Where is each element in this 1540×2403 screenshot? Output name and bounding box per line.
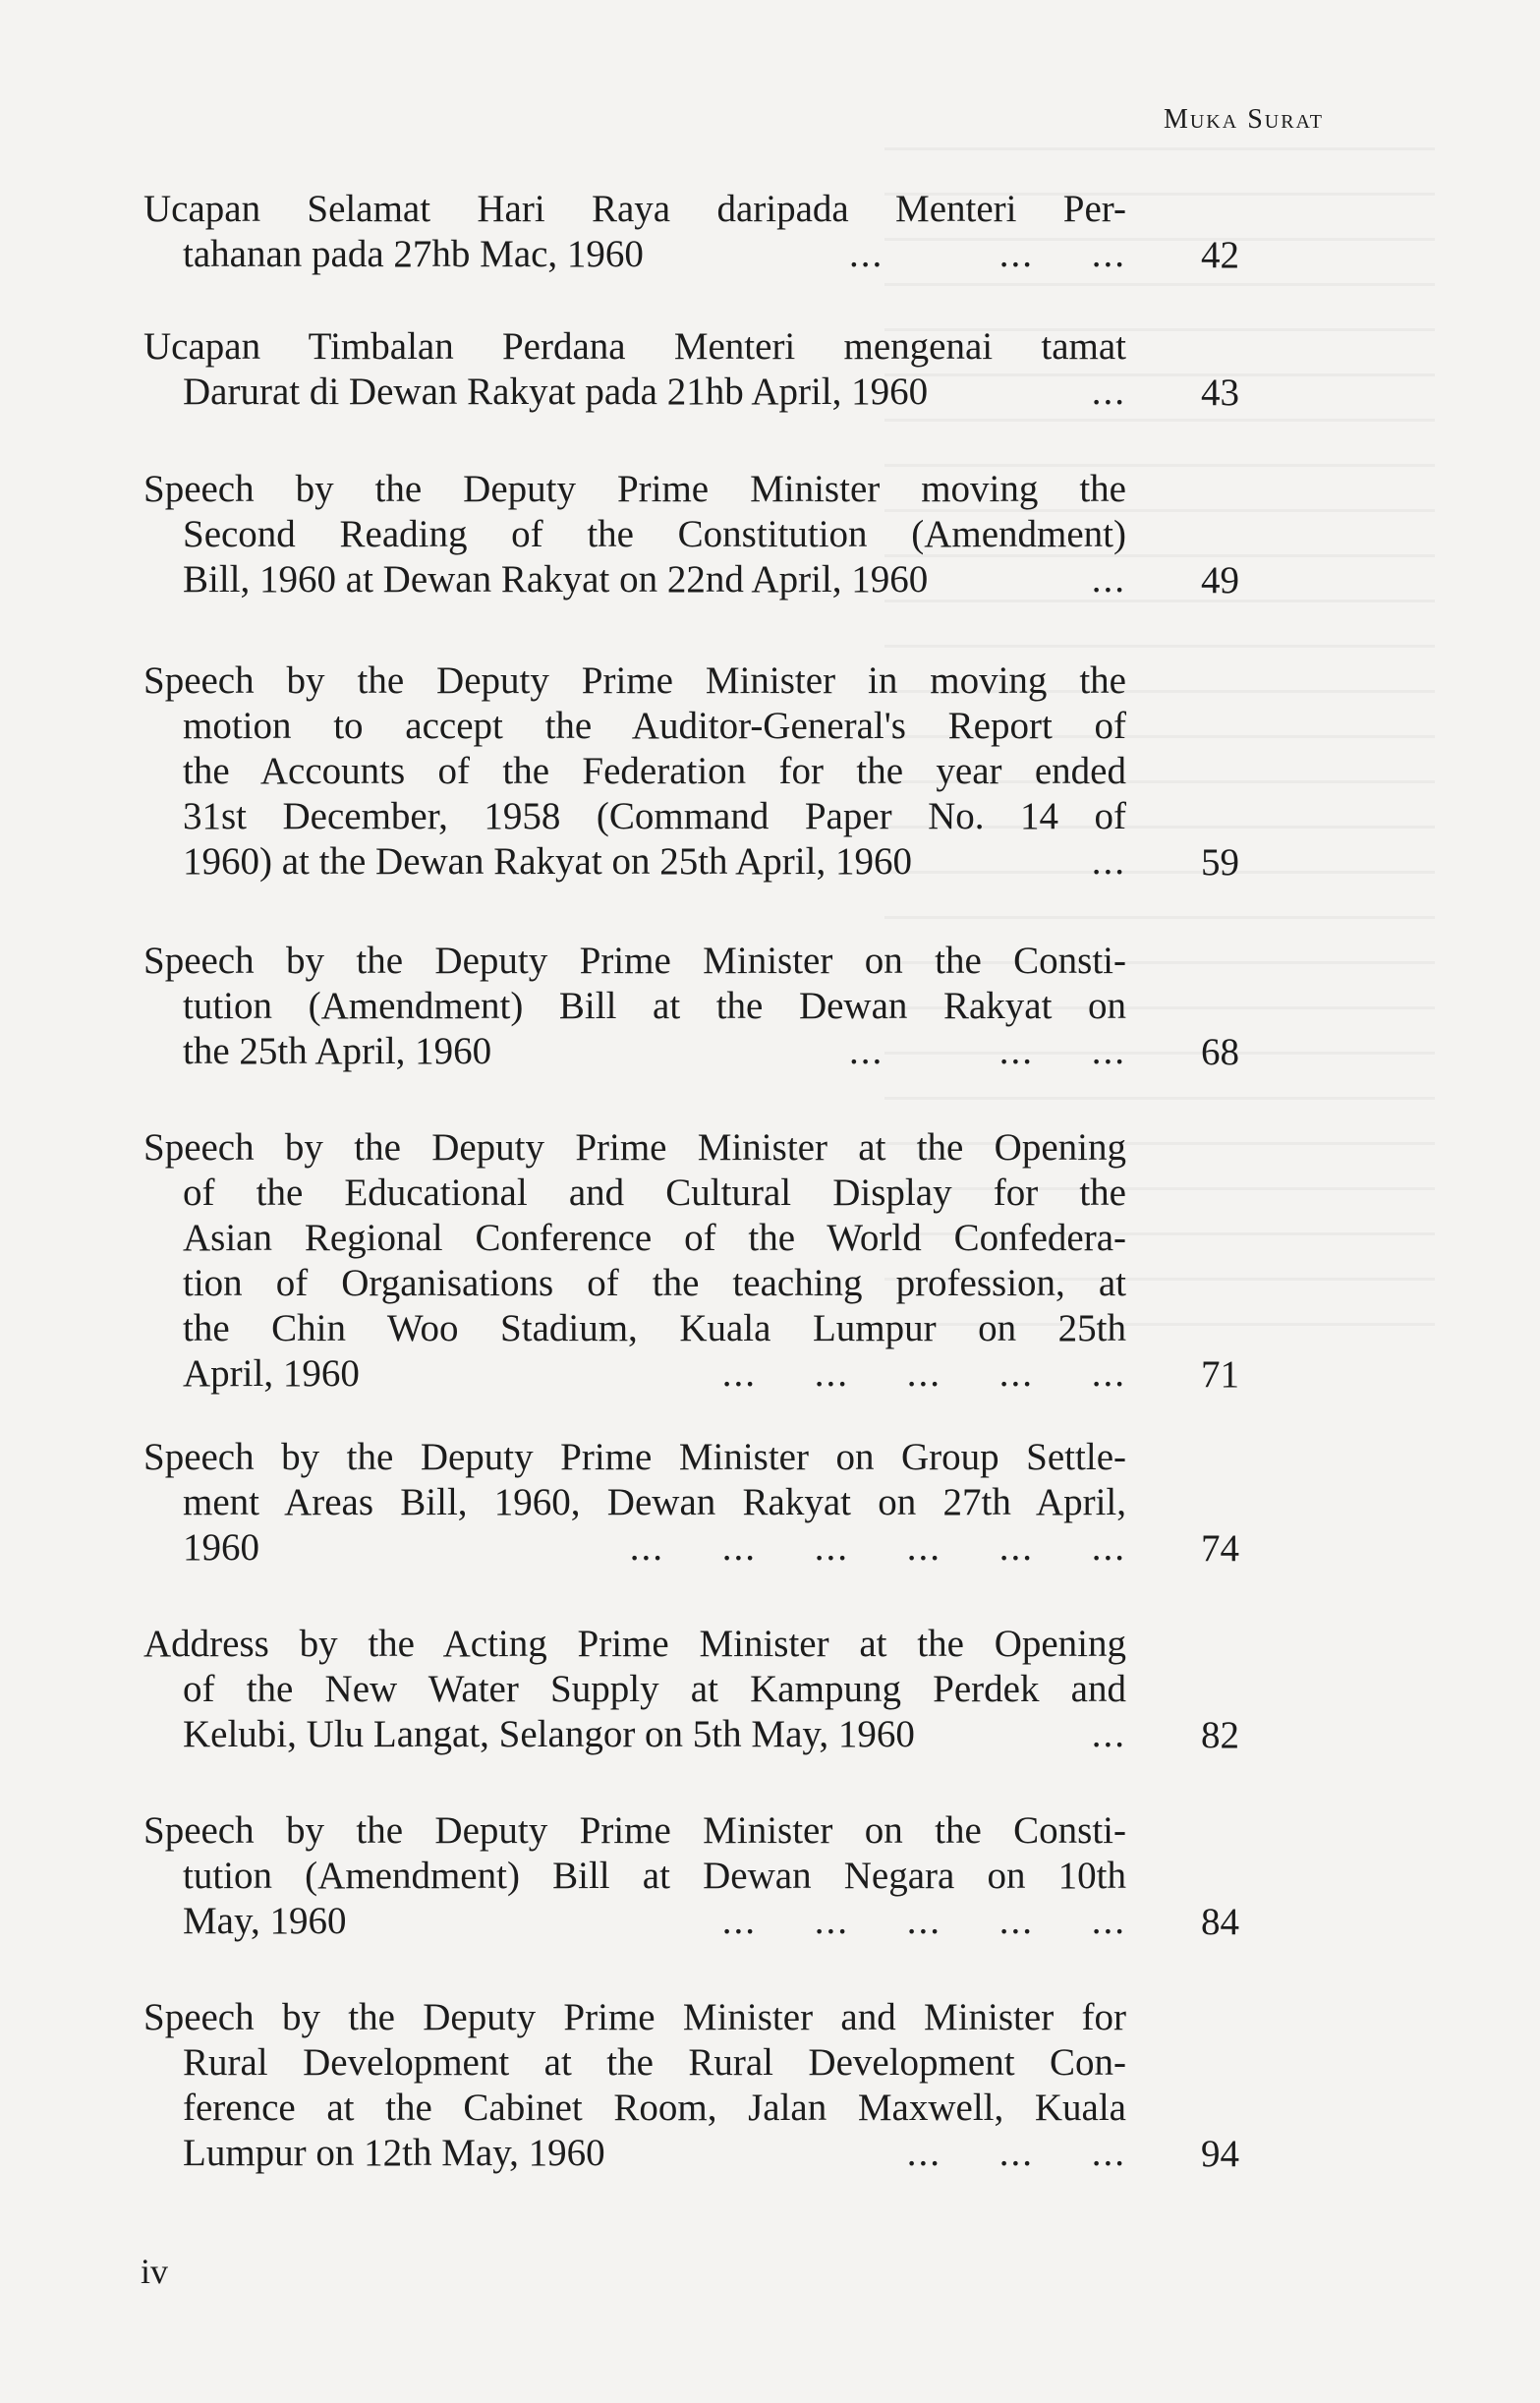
toc-entry-line: Asian Regional Conference of the World Confedera- — [183, 1217, 1126, 1259]
page-number-footer: iv — [141, 2252, 169, 2291]
toc-page-number: 43 — [1201, 372, 1239, 414]
toc-entry-line: tution (Amendment) Bill at Dewan Negara on 10th — [183, 1855, 1126, 1897]
toc-entry-line: Kelubi, Ulu Langat, Selangor on 5th May, 1960 — [183, 1713, 915, 1755]
toc-entry-line: Speech by the Deputy Prime Minister at the Opening — [143, 1126, 1126, 1169]
toc-entry — [143, 1435, 1239, 1571]
toc-entry-title — [143, 467, 1239, 602]
leader-dots: ... ... ... — [849, 233, 1126, 275]
toc-entry-title — [143, 658, 1239, 885]
toc-page-number: 74 — [1201, 1527, 1239, 1570]
leader-dots: ... ... ... ... ... — [721, 1900, 1126, 1942]
leader-dots: ... ... ... — [849, 1030, 1126, 1072]
leader-dots: ... — [1091, 371, 1126, 413]
toc-entry-title — [143, 939, 1239, 1074]
toc-page-number: 49 — [1201, 559, 1239, 601]
toc-entry-line: Speech by the Deputy Prime Minister on Group Settle- — [143, 1436, 1126, 1478]
toc-page-number: 59 — [1201, 841, 1239, 884]
toc-entry — [143, 939, 1239, 1074]
toc-entry-title — [143, 187, 1239, 277]
toc-page-number: 42 — [1201, 234, 1239, 276]
toc-entry-line: April, 1960 — [183, 1352, 360, 1395]
leader-dots: ... — [1091, 558, 1126, 601]
toc-entry-line: of the Educational and Cultural Display for the — [183, 1172, 1126, 1214]
toc-entry-line: of the New Water Supply at Kampung Perdek and — [183, 1668, 1126, 1710]
toc-entry-line: Ucapan Selamat Hari Raya daripada Menteri Per- — [143, 188, 1126, 230]
toc-entry-line: tution (Amendment) Bill at the Dewan Rakyat on — [183, 985, 1126, 1027]
toc-entry-line: 1960) at the Dewan Rakyat on 25th April, 1960 — [183, 840, 912, 883]
toc-page-number: 71 — [1201, 1353, 1239, 1396]
toc-entry-title — [143, 1622, 1239, 1757]
leader-dots: ... ... ... ... ... ... — [629, 1526, 1126, 1569]
leader-dots: ... ... ... — [906, 2132, 1126, 2174]
toc-entry-line: May, 1960 — [183, 1900, 347, 1942]
toc-entry-line: the Chin Woo Stadium, Kuala Lumpur on 25th — [183, 1307, 1126, 1349]
leader-dots: ... ... ... ... ... — [721, 1352, 1126, 1395]
toc-entry-line: Address by the Acting Prime Minister at the Opening — [143, 1623, 1126, 1665]
toc-entry-title — [143, 1125, 1239, 1397]
toc-page-number: 68 — [1201, 1031, 1239, 1073]
toc-entry-line: Speech by the Deputy Prime Minister on the Consti- — [143, 940, 1126, 982]
toc-entry-line: the Accounts of the Federation for the year ended — [183, 750, 1126, 792]
toc-entry-line: Second Reading of the Constitution (Amendment) — [183, 513, 1126, 555]
leader-dots: ... — [1091, 840, 1126, 883]
toc-page-number: 82 — [1201, 1714, 1239, 1756]
toc-entry — [143, 1125, 1239, 1397]
toc-entry-line: Bill, 1960 at Dewan Rakyat on 22nd April, 1960 — [183, 558, 929, 601]
toc-entry-title — [143, 1808, 1239, 1944]
toc-entry-line: Ucapan Timbalan Perdana Menteri mengenai tamat — [143, 325, 1126, 368]
toc-entry-line: tion of Organisations of the teaching profession, at — [183, 1262, 1126, 1304]
toc-entry-title — [143, 1435, 1239, 1571]
toc-entry — [143, 467, 1239, 602]
toc-entry-line: ment Areas Bill, 1960, Dewan Rakyat on 27th April, — [183, 1481, 1126, 1523]
toc-entry — [143, 187, 1239, 277]
leader-dots: ... — [1091, 1713, 1126, 1755]
toc-entry-line: tahanan pada 27hb Mac, 1960 — [183, 233, 644, 275]
toc-entry — [143, 1995, 1239, 2176]
toc-entry-line: the 25th April, 1960 — [183, 1030, 492, 1072]
toc-entry-line: Speech by the Deputy Prime Minister moving the — [143, 468, 1126, 510]
toc-entry-line: Lumpur on 12th May, 1960 — [183, 2132, 605, 2174]
toc-entry — [143, 1622, 1239, 1757]
toc-entry — [143, 1808, 1239, 1944]
toc-entry-line: Speech by the Deputy Prime Minister on the Consti- — [143, 1809, 1126, 1852]
toc-entry-title — [143, 324, 1239, 415]
toc-entry-line: 1960 — [183, 1526, 259, 1569]
toc-entry-line: 31st December, 1958 (Command Paper No. 14 of — [183, 795, 1126, 837]
toc-page-number: 94 — [1201, 2133, 1239, 2175]
toc-entry — [143, 324, 1239, 415]
toc-entry-line: Speech by the Deputy Prime Minister and Minister for — [143, 1996, 1126, 2038]
toc-entry-line: Darurat di Dewan Rakyat pada 21hb April, 1960 — [183, 371, 929, 413]
toc-entry-line: motion to accept the Auditor-General's Report of — [183, 705, 1126, 747]
toc-entry-line: ference at the Cabinet Room, Jalan Maxwell, Kuala — [183, 2087, 1126, 2129]
page-column-header: Muka Surat — [1163, 104, 1324, 135]
toc-entry-line: Speech by the Deputy Prime Minister in moving the — [143, 659, 1126, 702]
toc-entry-title — [143, 1995, 1239, 2176]
toc-entry-line: Rural Development at the Rural Development Con- — [183, 2041, 1126, 2084]
toc-entry — [143, 658, 1239, 885]
toc-page-number: 84 — [1201, 1901, 1239, 1943]
